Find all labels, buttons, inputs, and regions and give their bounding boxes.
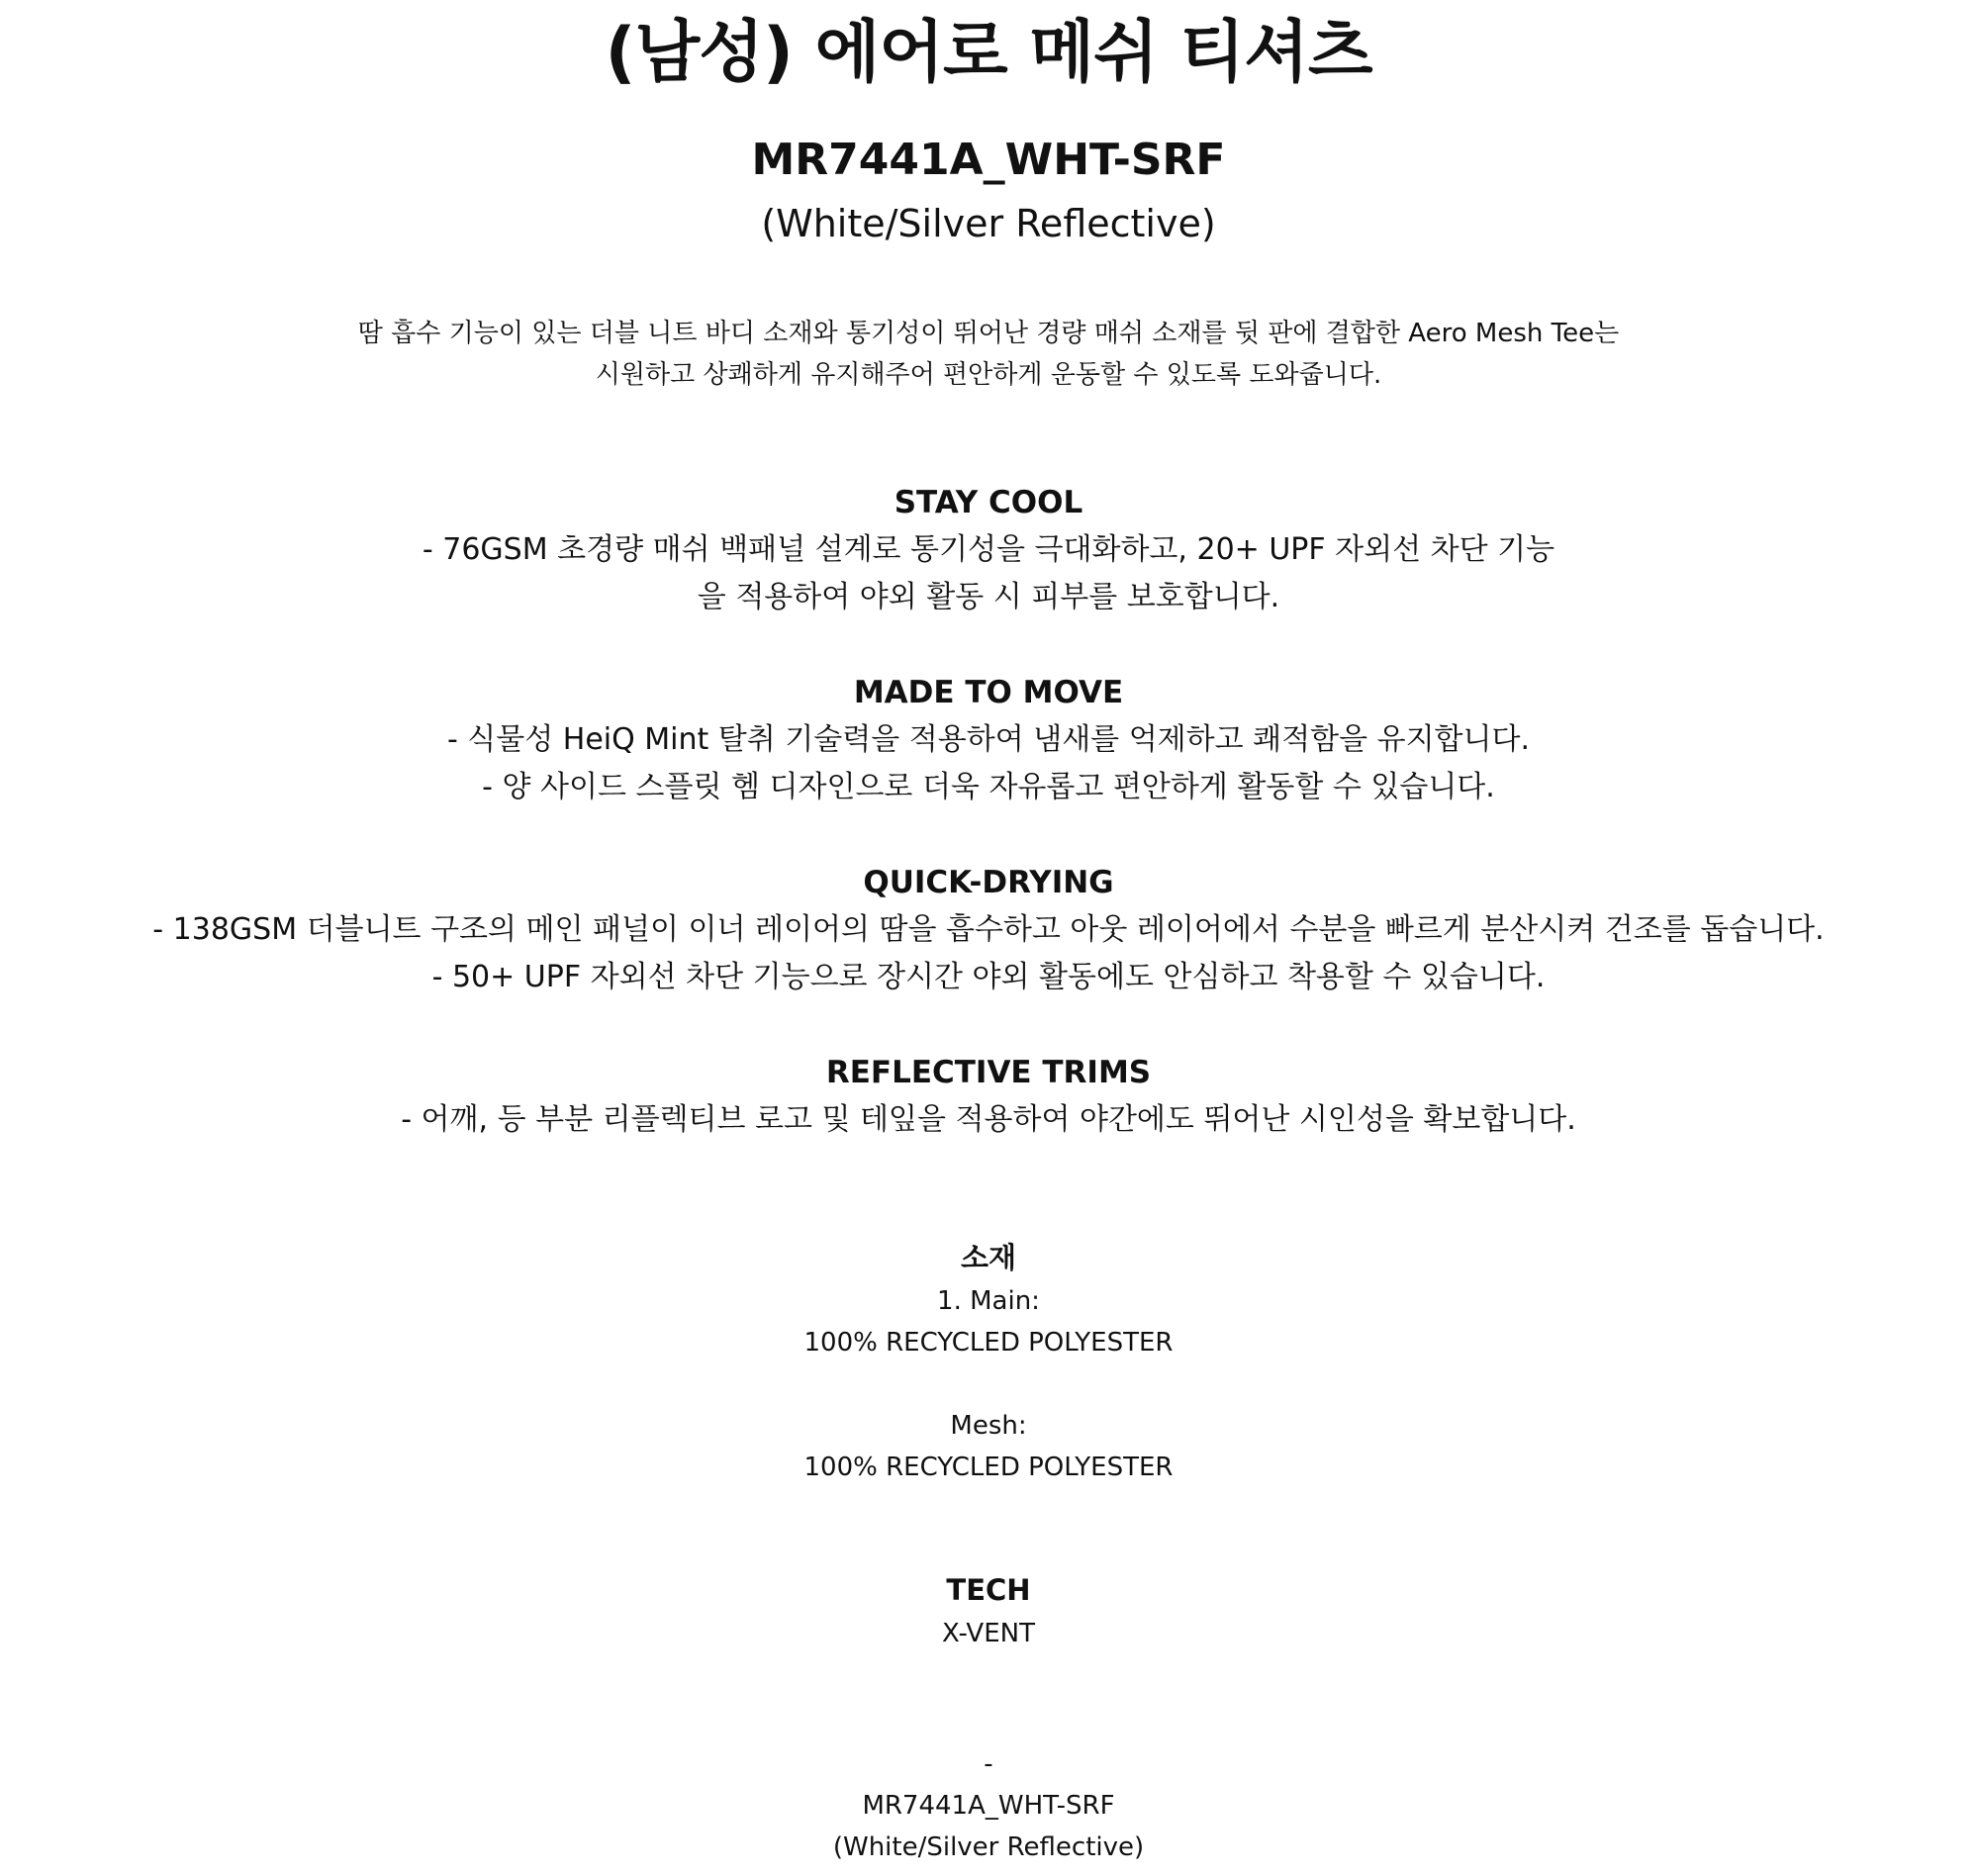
intro-line: 시원하고 상쾌하게 유지해주어 편안하게 운동할 수 있도록 도와줍니다.: [595, 360, 1382, 390]
feature-reflective-trims: [0, 1049, 1977, 1144]
feature-line: - 50+ UPF 자외선 차단 기능으로 장시간 야외 활동에도 안심하고 착용할 수 있습니다.: [431, 960, 1546, 994]
material-mesh-value: 100% RECYCLED POLYESTER: [803, 1453, 1174, 1482]
material-mesh-label: Mesh:: [950, 1411, 1027, 1441]
feature-heading: QUICK-DRYING: [863, 865, 1114, 900]
feature-line: - 양 사이드 스플릿 헴 디자인으로 더욱 자유롭고 편안하게 활동할 수 있습니다.: [482, 770, 1495, 804]
feature-heading: STAY COOL: [894, 485, 1083, 520]
feature-line: - 식물성 HeiQ Mint 탈취 기술력을 적용하여 냄새를 억제하고 쾌적함을 유지합니다.: [446, 722, 1531, 757]
product-intro: [0, 313, 1977, 396]
material-main-value: 100% RECYCLED POLYESTER: [803, 1328, 1174, 1358]
product-code: MR7441A_WHT-SRF: [751, 135, 1226, 185]
footer-color: (White/Silver Reflective): [832, 1832, 1145, 1862]
feature-line: 을 적용하여 야외 활동 시 피부를 보호합니다.: [697, 580, 1280, 614]
tech-heading: TECH: [946, 1573, 1031, 1607]
product-detail-page: [0, 10, 1977, 1868]
footer-dash: -: [984, 1749, 993, 1779]
material-main-label: 1. Main:: [937, 1286, 1040, 1316]
footer-section: [0, 1743, 1977, 1868]
feature-heading: REFLECTIVE TRIMS: [825, 1055, 1152, 1090]
tech-section: [0, 1567, 1977, 1654]
feature-line: - 76GSM 초경량 매쉬 백패널 설계로 통기성을 극대화하고, 20+ UPF 자외선 차단 기능: [422, 532, 1555, 567]
product-title: (남성) 에어로 메쉬 티셔츠: [605, 14, 1372, 92]
feature-quick-drying: [0, 859, 1977, 1001]
tech-value: X-VENT: [942, 1619, 1035, 1648]
intro-line: 땀 흡수 기능이 있는 더블 니트 바디 소재와 통기성이 뛰어난 경량 매쉬 소재를 뒷 판에 결합한 Aero Mesh Tee는: [357, 319, 1620, 348]
product-color: (White/Silver Reflective): [761, 202, 1216, 245]
feature-heading: MADE TO MOVE: [853, 675, 1124, 710]
material-heading: 소재: [960, 1241, 1017, 1274]
feature-stay-cool: [0, 479, 1977, 621]
feature-line: - 어깨, 등 부분 리플렉티브 로고 및 테잎을 적용하여 야간에도 뛰어난 시인성을 확보합니다.: [401, 1102, 1576, 1137]
feature-line: - 138GSM 더블니트 구조의 메인 패널이 이너 레이어의 땀을 흡수하고 아웃 레이어에서 수분을 빠르게 분산시켜 건조를 돕습니다.: [152, 912, 1825, 947]
material-section: [0, 1235, 1977, 1488]
feature-made-to-move: [0, 669, 1977, 811]
footer-code: MR7441A_WHT-SRF: [862, 1791, 1115, 1821]
